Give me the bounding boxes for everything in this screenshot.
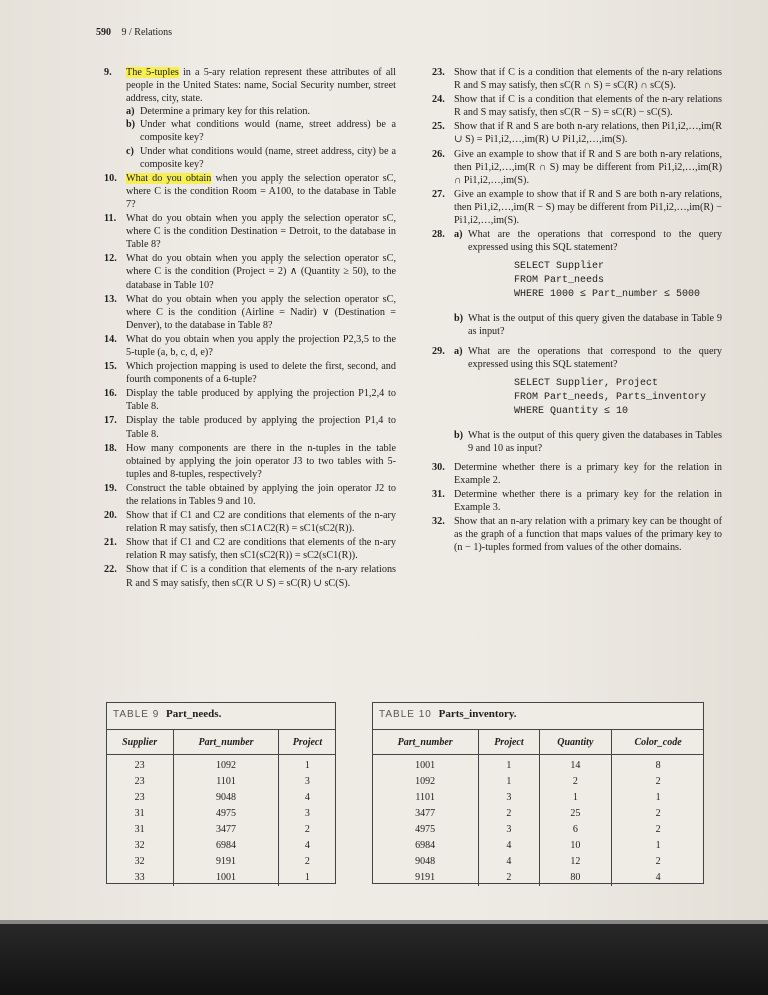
table-10-box (372, 702, 704, 884)
exercise-text: in a 5-ary relation represent these attributes of all people in the United States: name, Social Security number, street address, city, state. (126, 67, 397, 105)
exercise-text: Display the table produced by applying the projection P1,4 to Table 8. (126, 415, 396, 440)
exercise-text: How many components are there in the n-tuples in the table obtained by applying the join operator J3 to two tables with 5-tuples and 8-tuples, respectively? (126, 442, 396, 480)
exercise-20 (104, 509, 396, 535)
part-text: Under what conditions would (name, street address) be a composite key? (140, 119, 396, 144)
exercise-text: Which projection mapping is used to delete the first, second, and fourth components of a 6-tuple? (126, 361, 396, 386)
exercise-part (126, 118, 396, 144)
exercise-14 (104, 333, 396, 359)
table-cell: 1 (278, 755, 336, 775)
sql-line: SELECT Supplier, Project (514, 377, 659, 389)
table-cell: 1 (479, 755, 539, 775)
parts-inventory-table (372, 729, 704, 886)
exercise-22 (104, 563, 396, 589)
table-row (106, 755, 336, 775)
exercise-13 (104, 293, 396, 332)
table-cell: 1001 (174, 870, 279, 886)
part-label: a) (126, 106, 135, 118)
table-cell: 4 (612, 870, 704, 886)
exercise-text: Show that if R and S are both n-ary relations, then Pi1,i2,…,im(R ∪ S) = Pi1,i2,…,im(R) ∪ Pi1,i2,…,im(S). (454, 121, 722, 146)
table-cell: 6 (539, 822, 612, 838)
page-number: 590 (96, 27, 111, 38)
table-row (106, 838, 336, 854)
table-cell: 2 (479, 870, 539, 886)
table-cell: 10 (539, 838, 612, 854)
left-column (104, 66, 396, 591)
exercise-30 (432, 461, 722, 487)
table-10-title (379, 708, 517, 720)
table-name: Part_needs. (166, 708, 222, 720)
table-cell: 31 (134, 824, 145, 835)
table-cell: 9191 (174, 854, 279, 870)
table-cell: 4 (479, 854, 539, 870)
table-row (372, 822, 704, 838)
exercise-part (126, 145, 396, 171)
exercise-text: Show that if C1 and C2 are conditions that elements of the n-ary relation R may satisfy, then sC1∧C2(R) = sC1(sC2(R)). (126, 510, 396, 535)
part-needs-table (106, 729, 336, 886)
table-row (106, 822, 336, 838)
column-header: Part_number (372, 730, 479, 755)
part-label: c) (126, 145, 134, 157)
table-cell: 2 (479, 806, 539, 822)
exercise-number: 25. (432, 121, 445, 133)
column-header: Project (278, 730, 336, 755)
table-cell: 9048 (174, 790, 279, 806)
table-cell: 1092 (415, 776, 436, 787)
exercise-23 (432, 66, 722, 92)
table-cell: 9191 (415, 872, 436, 883)
exercise-text: What are the operations that correspond to the query expressed using this SQL statement? (468, 345, 722, 370)
exercise-number: 26. (432, 148, 445, 160)
exercise-24 (432, 93, 722, 119)
table-cell: 23 (134, 776, 145, 787)
sql-line: FROM Part_needs (514, 275, 605, 287)
highlighted-text: What do you obtain (126, 172, 212, 184)
table-cell: 25 (539, 806, 612, 822)
table-row (372, 774, 704, 790)
table-row (106, 790, 336, 806)
table-row (372, 755, 704, 775)
right-column (432, 66, 722, 556)
table-cell: 3 (479, 822, 539, 838)
exercise-12 (104, 252, 396, 291)
exercise-text: Give an example to show that if R and S are both n-ary relations, then Pi1,i2,…,im(R ∩ S) may be different from Pi1,i2,…,im(R) ∩ Pi1,i2,…,im(S). (454, 148, 722, 186)
sql-line: WHERE 1000 ≤ Part_number ≤ 5000 (514, 289, 701, 301)
sql-line: SELECT Supplier (514, 261, 605, 273)
exercise-15 (104, 360, 396, 386)
exercise-number: 15. (104, 361, 117, 373)
exercise-number: 24. (432, 94, 445, 106)
exercise-text: Show that if C is a condition that elements of the n-ary relations R and S may satisfy, then sC(R ∪ S) = sC(R) ∪ sC(S). (126, 564, 396, 589)
exercise-part (126, 105, 396, 118)
exercise-number: 9. (104, 67, 112, 78)
table-row (372, 838, 704, 854)
exercise-number: 11. (104, 213, 117, 225)
exercise-text: Display the table produced by applying the projection P1,2,4 to Table 8. (126, 388, 396, 413)
scanner-edge (0, 920, 768, 995)
table-cell: 2 (278, 854, 336, 870)
exercise-32 (432, 515, 722, 554)
table-cell: 31 (134, 808, 145, 819)
table-row (372, 870, 704, 886)
table-row (106, 806, 336, 822)
table-cell: 80 (539, 870, 612, 886)
table-cell: 3477 (174, 822, 279, 838)
exercise-text: Show that if C1 and C2 are conditions that elements of the n-ary relation R may satisfy, then sC1(sC2(R)) = sC2(sC1(R)). (126, 537, 396, 562)
table-cell: 32 (134, 856, 145, 867)
exercise-text: What are the operations that correspond to the query expressed using this SQL statement? (468, 229, 722, 254)
table-cell: 4 (278, 838, 336, 854)
exercise-9 (104, 66, 396, 171)
exercise-number: 22. (104, 564, 117, 576)
table-row (106, 854, 336, 870)
exercise-text: Give an example to show that if R and S are both n-ary relations, then Pi1,i2,…,im(R − S) may be different from Pi1,i2,…,im(R) − Pi1,i2,…,im(S). (454, 188, 722, 227)
exercise-21 (104, 536, 396, 562)
table-cell: 9048 (415, 856, 436, 867)
sql-statement (514, 377, 722, 419)
table-cell: 2 (612, 822, 704, 838)
table-name: Parts_inventory. (438, 708, 517, 720)
table-row (372, 854, 704, 870)
table-cell: 14 (539, 755, 612, 775)
exercise-27 (432, 188, 722, 227)
table-cell: 6984 (174, 838, 279, 854)
table-9-box (106, 702, 336, 884)
table-cell: 3 (278, 774, 336, 790)
table-cell: 3477 (415, 808, 436, 819)
column-header: Project (479, 730, 539, 755)
column-header: Quantity (539, 730, 612, 755)
table-cell: 2 (612, 774, 704, 790)
exercise-29 (432, 345, 722, 455)
table-cell: 1001 (415, 760, 436, 771)
table-cell: 4975 (174, 806, 279, 822)
exercise-number: 20. (104, 510, 117, 522)
part-label: a) (454, 345, 463, 357)
table-cell: 4975 (415, 824, 436, 835)
table-cell: 1101 (174, 774, 279, 790)
exercise-number: 19. (104, 482, 117, 494)
exercise-text: What is the output of this query given the databases in Tables 9 and 10 as input? (468, 429, 722, 454)
exercise-number: 27. (432, 188, 445, 200)
table-cell: 33 (134, 872, 145, 883)
table-row (106, 774, 336, 790)
exercise-18 (104, 442, 396, 481)
exercise-text: What do you obtain when you apply the selection operator sC, where C is the condition Destination = Detroit, to the database in Table 8? (126, 213, 396, 251)
sql-statement (514, 260, 722, 302)
exercise-text: Show that if C is a condition that elements of the n-ary relations R and S may satisfy, then sC(R − S) = sC(R) − sC(S). (454, 94, 722, 119)
part-text: Under what conditions would (name, street address, city) be a composite key? (140, 145, 396, 170)
column-header: Color_code (612, 730, 704, 755)
running-head (96, 27, 172, 38)
sql-line: WHERE Quantity ≤ 10 (514, 405, 629, 417)
table-label: TABLE 9 (113, 709, 160, 720)
table-cell: 1 (479, 774, 539, 790)
exercise-17 (104, 414, 396, 440)
exercise-26 (432, 148, 722, 187)
exercise-text: What do you obtain when you apply the selection operator sC, where C is the condition (Project = 2) ∧ (Quantity ≥ 50), to the database in Table 10? (126, 253, 396, 291)
table-cell: 2 (612, 854, 704, 870)
exercise-text: Determine whether there is a primary key for the relation in Example 2. (454, 461, 722, 486)
table-cell: 4 (479, 838, 539, 854)
table-cell: 1 (612, 838, 704, 854)
exercise-number: 32. (432, 516, 445, 528)
exercise-25 (432, 120, 722, 146)
table-9-title (113, 708, 221, 720)
table-row (106, 870, 336, 886)
part-label: a) (454, 229, 463, 241)
exercise-text: What do you obtain when you apply the selection operator sC, where C is the condition (Airline = Nadir) ∨ (Destination = Denver), to the database in Table 8? (126, 293, 396, 331)
column-header: Supplier (106, 730, 174, 755)
part-text: Determine a primary key for this relation. (140, 106, 311, 118)
table-cell: 1092 (174, 755, 279, 775)
exercise-number: 23. (432, 67, 445, 78)
highlighted-text: The 5-tuples (126, 67, 179, 78)
exercise-number: 31. (432, 489, 445, 501)
exercise-text: What do you obtain when you apply the projection P2,3,5 to the 5-tuple (a, b, c, d, e)? (126, 333, 396, 358)
exercise-number: 28. (432, 229, 445, 241)
exercise-number: 10. (104, 172, 117, 184)
exercise-text: when you apply the selection operator sC, where C is the condition Room = A100, to the database in Table 7? (126, 172, 397, 210)
exercise-11 (104, 212, 396, 251)
table-cell: 3 (479, 790, 539, 806)
exercise-19 (104, 482, 396, 508)
table-cell: 2 (278, 822, 336, 838)
exercise-10 (104, 172, 396, 211)
running-title: 9 / Relations (121, 27, 173, 38)
exercise-16 (104, 387, 396, 413)
exercise-text: Determine whether there is a primary key for the relation in Example 3. (454, 489, 722, 514)
exercise-number: 12. (104, 253, 117, 265)
table-cell: 12 (539, 854, 612, 870)
table-cell: 4 (278, 790, 336, 806)
exercise-number: 16. (104, 388, 117, 400)
exercise-number: 30. (432, 461, 445, 473)
part-label: b) (454, 429, 464, 441)
table-cell: 6984 (415, 840, 436, 851)
table-cell: 1101 (415, 792, 435, 803)
exercise-number: 18. (104, 442, 117, 454)
exercise-number: 14. (104, 333, 117, 345)
table-cell: 1 (278, 870, 336, 886)
table-cell: 2 (612, 806, 704, 822)
table-cell: 2 (539, 774, 612, 790)
exercise-number: 13. (104, 293, 117, 305)
exercise-31 (432, 488, 722, 514)
table-cell: 3 (278, 806, 336, 822)
part-label: b) (126, 119, 136, 131)
exercise-number: 29. (432, 345, 445, 357)
exercise-number: 21. (104, 537, 117, 549)
exercise-number: 17. (104, 415, 117, 427)
exercise-text: Construct the table obtained by applying the join operator J2 to the relations in Tables 9 and 10. (126, 482, 396, 507)
part-label: b) (454, 313, 464, 325)
exercise-28 (432, 228, 722, 338)
table-cell: 32 (134, 840, 145, 851)
table-label: TABLE 10 (379, 709, 432, 720)
exercise-text: Show that an n-ary relation with a primary key can be thought of as the graph of a function that maps values of the primary key to (n − 1)-tuples formed from values of the other domains. (454, 516, 722, 554)
table-cell: 8 (612, 755, 704, 775)
table-cell: 1 (612, 790, 704, 806)
table-row (372, 790, 704, 806)
table-row (372, 806, 704, 822)
column-header: Part_number (174, 730, 279, 755)
table-cell: 23 (134, 792, 145, 803)
table-cell: 23 (134, 760, 145, 771)
exercise-text: What is the output of this query given the database in Table 9 as input? (468, 313, 722, 338)
table-cell: 1 (539, 790, 612, 806)
sql-line: FROM Part_needs, Parts_inventory (514, 391, 707, 403)
exercise-text: Show that if C is a condition that elements of the n-ary relations R and S may satisfy, then sC(R ∩ S) = sC(R) ∩ sC(S). (454, 67, 722, 92)
